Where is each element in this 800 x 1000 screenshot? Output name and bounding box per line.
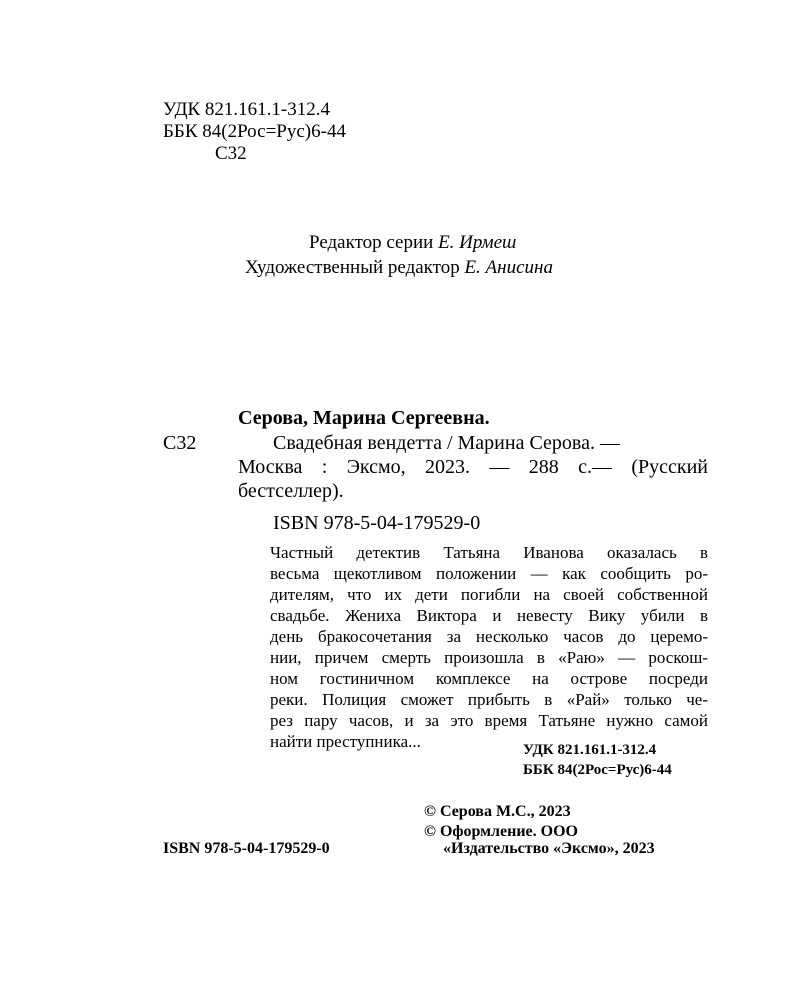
series-editor-name: Е. Ирмеш bbox=[438, 232, 517, 253]
series-editor-label: Редактор серии bbox=[309, 232, 439, 253]
footer-udk-code: УДК 821.161.1-312.4 bbox=[523, 742, 657, 758]
udk-code: УДК 821.161.1-312.4 bbox=[163, 99, 330, 120]
author-heading: Серова, Марина Сергеевна. bbox=[238, 407, 490, 429]
footer-isbn: ISBN 978-5-04-179529-0 bbox=[163, 840, 330, 857]
annotation-line: рез пару часов, и за это время Татьяне нужно самой bbox=[270, 711, 708, 730]
art-editor-name: Е. Анисина bbox=[464, 257, 553, 278]
annotation-line: Частный детектив Татьяна Иванова оказалась в bbox=[270, 543, 708, 562]
title-line: Свадебная вендетта / Марина Серова. — bbox=[273, 432, 620, 454]
copyright-author: © Серова М.С., 2023 bbox=[424, 803, 571, 820]
annotation-line: ном гостиничном комплексе на острове посреди bbox=[270, 669, 708, 688]
author-mark: С32 bbox=[215, 143, 247, 164]
annotation-line: дителям, что их дети погибли на своей собственной bbox=[270, 585, 708, 604]
art-editor-line bbox=[245, 255, 553, 280]
annotation-line: день бракосочетания за несколько часов до церемо- bbox=[270, 627, 708, 646]
isbn-line: ISBN 978-5-04-179529-0 bbox=[273, 512, 481, 534]
annotation-line: свадьбе. Жениха Виктора и невесту Вику убили в bbox=[270, 606, 708, 625]
bbk-code: ББК 84(2Рос=Рус)6-44 bbox=[163, 121, 346, 142]
annotation-line: реки. Полиция сможет прибыть в «Рай» только че- bbox=[270, 690, 708, 709]
annotation-line: найти преступника... bbox=[270, 732, 421, 751]
annotation-line: весьма щекотливом положении — как сообщить ро- bbox=[270, 564, 708, 583]
series-line: бестселлер). bbox=[238, 480, 344, 502]
art-editor-label: Художественный редактор bbox=[245, 257, 465, 278]
copyright-publisher: «Издательство «Эксмо», 2023 bbox=[443, 840, 655, 857]
footer-bbk-code: ББК 84(2Рос=Рус)6-44 bbox=[523, 762, 672, 778]
copyright-design: © Оформление. ООО bbox=[424, 823, 578, 840]
bib-author-mark: С32 bbox=[163, 432, 197, 454]
series-editor-line bbox=[309, 230, 516, 255]
publication-line: Москва : Эксмо, 2023. — 288 с.— (Русский bbox=[238, 456, 708, 478]
annotation-line: нии, причем смерть произошла в «Раю» — роскош- bbox=[270, 648, 708, 667]
annotation bbox=[270, 542, 708, 752]
